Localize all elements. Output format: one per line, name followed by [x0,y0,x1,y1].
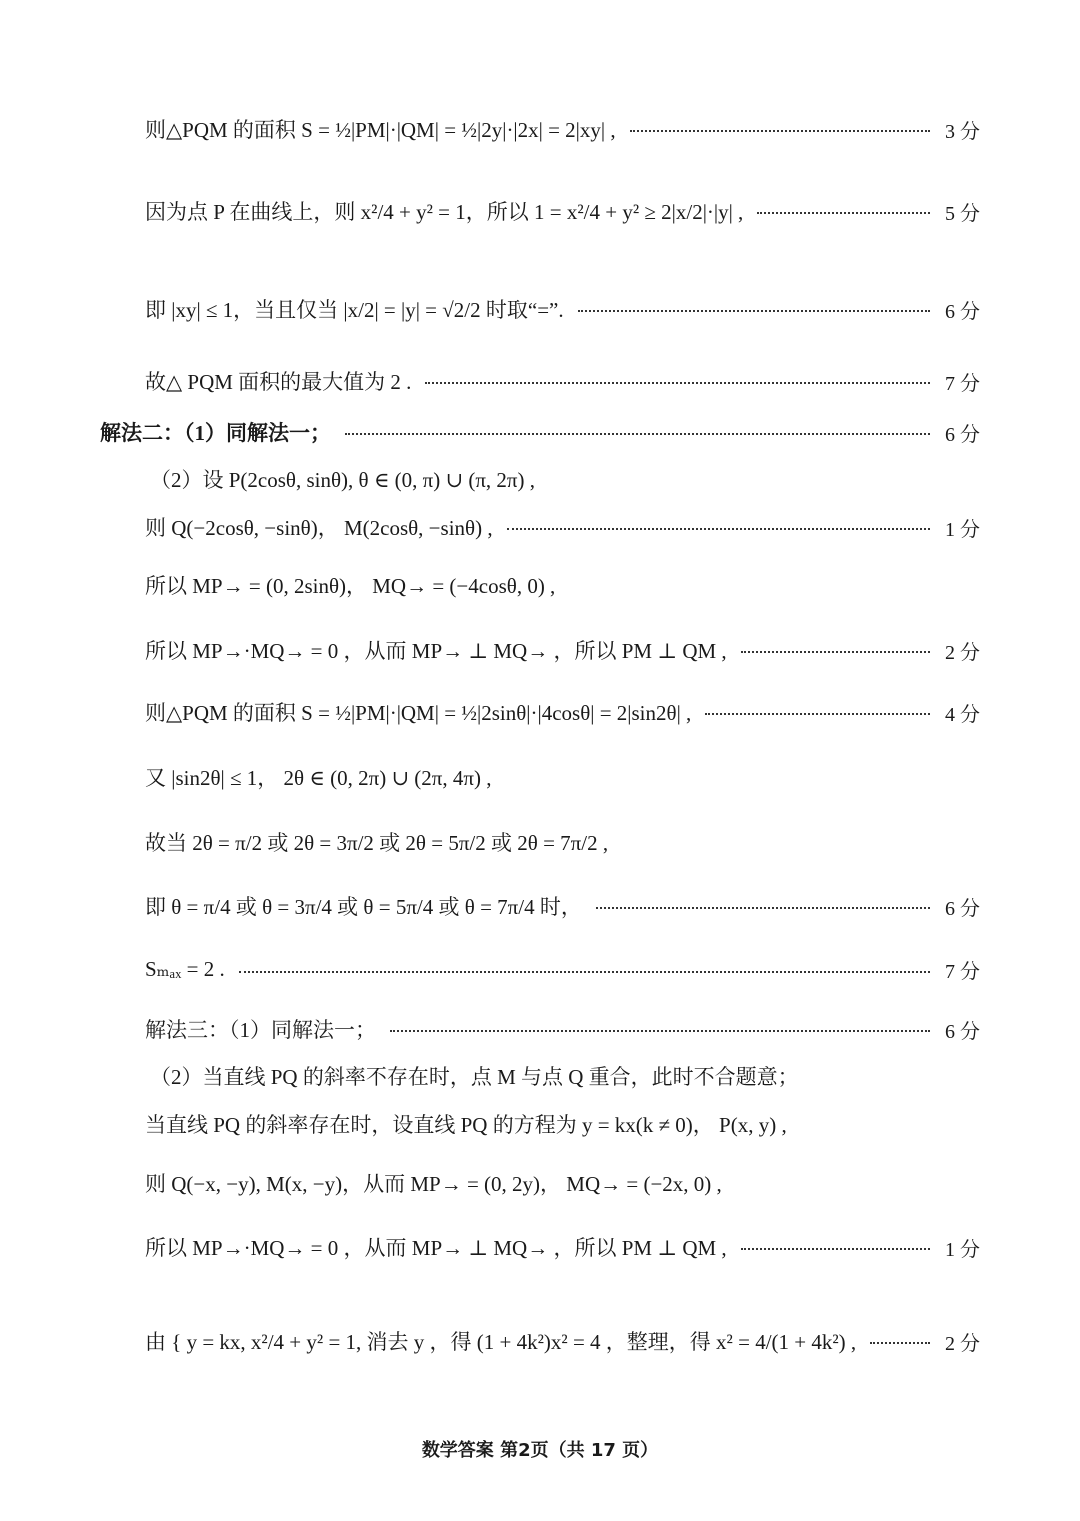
score-label: 2 分 [945,1332,980,1355]
solution-heading [100,417,980,447]
line-text: 则△PQM 的面积 S = ½|PM|·|QM| = ½|2y|·|2x| = 2|xy| , [145,118,616,142]
score-leader [630,130,930,132]
answer-line [145,570,980,600]
line-text: 即 |xy| ≤ 1，当且仅当 |x/2| = |y| = √2/2 时取“=”. [145,298,564,322]
score-leader [741,1248,930,1250]
score-label: 6 分 [945,897,980,920]
answer-line [145,891,980,921]
line-text: 解法三：（1）同解法一； [145,1018,376,1042]
score-label: 3 分 [945,120,980,143]
answer-line [145,294,980,324]
line-text: 所以 MP→·MQ→ = 0 ，从而 MP→ ⊥ MQ→ ，所以 PM ⊥ QM , [145,1236,727,1260]
line-text: 解法二：（1）同解法一； [100,421,331,445]
score-leader [596,907,930,909]
score-leader [507,528,930,530]
line-text: 又 |sin2θ| ≤ 1， 2θ ∈ (0, 2π) ∪ (2π, 4π) , [145,766,492,790]
score-label: 2 分 [945,641,980,664]
score-leader [390,1030,930,1032]
answer-line [145,512,980,542]
line-text: 即 θ = π/4 或 θ = 3π/4 或 θ = 5π/4 或 θ = 7π/4 时， [145,895,582,919]
answer-line [145,1109,980,1139]
score-leader [425,382,930,384]
score-label: 6 分 [945,300,980,323]
answer-line [145,697,980,727]
line-text: 则 Q(−2cosθ, −sinθ)， M(2cosθ, −sinθ) , [145,516,493,540]
answer-line [145,1326,980,1356]
line-text: 由 { y = kx, x²/4 + y² = 1, 消去 y ，得 (1 + 4k²)x² = 4 ，整理，得 x² = 4/(1 + 4k²) , [145,1330,857,1354]
answer-line [145,114,980,144]
score-leader [578,310,930,312]
page-footer: 数学答案 第2页（共 17 页） [421,1440,659,1461]
line-text: 当直线 PQ 的斜率存在时，设直线 PQ 的方程为 y = kx(k ≠ 0)， P(x, y) , [145,1113,787,1137]
line-text: 则△PQM 的面积 S = ½|PM|·|QM| = ½|2sinθ|·|4cosθ| = 2|sin2θ| , [145,701,692,725]
score-label: 7 分 [945,372,980,395]
answer-line [145,366,980,396]
line-text: 所以 MP→·MQ→ = 0 ，从而 MP→ ⊥ MQ→ ，所以 PM ⊥ QM , [145,639,727,663]
score-label: 1 分 [945,1238,980,1261]
line-text: （2）设 P(2cosθ, sinθ), θ ∈ (0, π) ∪ (π, 2π) , [150,468,536,492]
score-label: 1 分 [945,518,980,541]
score-label: 7 分 [945,961,980,983]
answer-line [145,635,980,665]
answer-line [145,762,980,792]
score-label: 4 分 [945,703,980,726]
line-text: 则 Q(−x, −y), M(x, −y)，从而 MP→ = (0, 2y)， MQ→ = (−2x, 0) , [145,1172,722,1196]
line-text: （2）当直线 PQ 的斜率不存在时，点 M 与点 Q 重合，此时不合题意； [150,1065,799,1089]
line-text: 因为点 P 在曲线上，则 x²/4 + y² = 1，所以 1 = x²/4 + y² ≥ 2|x/2|·|y| , [145,200,744,224]
line-text: Sₘₐₓ = 2 . [145,957,225,981]
score-label: 6 分 [945,423,980,446]
score-leader [757,212,930,214]
score-label: 5 分 [945,202,980,225]
solution-heading [145,1014,980,1044]
score-label: 6 分 [945,1020,980,1043]
answer-line [145,955,980,984]
answer-line [145,1168,980,1198]
score-leader [239,971,930,973]
answer-line [145,196,980,226]
score-leader [741,651,930,653]
score-leader [870,1342,930,1344]
line-text: 故△ PQM 面积的最大值为 2 . [145,370,412,394]
answer-line [150,464,980,494]
answer-line [145,827,980,857]
answer-line [150,1061,980,1091]
line-text: 故当 2θ = π/2 或 2θ = 3π/2 或 2θ = 5π/2 或 2θ = 7π/2 , [145,831,609,855]
line-text: 所以 MP→ = (0, 2sinθ)， MQ→ = (−4cosθ, 0) , [145,574,556,598]
score-leader [345,433,930,435]
score-leader [705,713,930,715]
answer-line [145,1232,980,1262]
